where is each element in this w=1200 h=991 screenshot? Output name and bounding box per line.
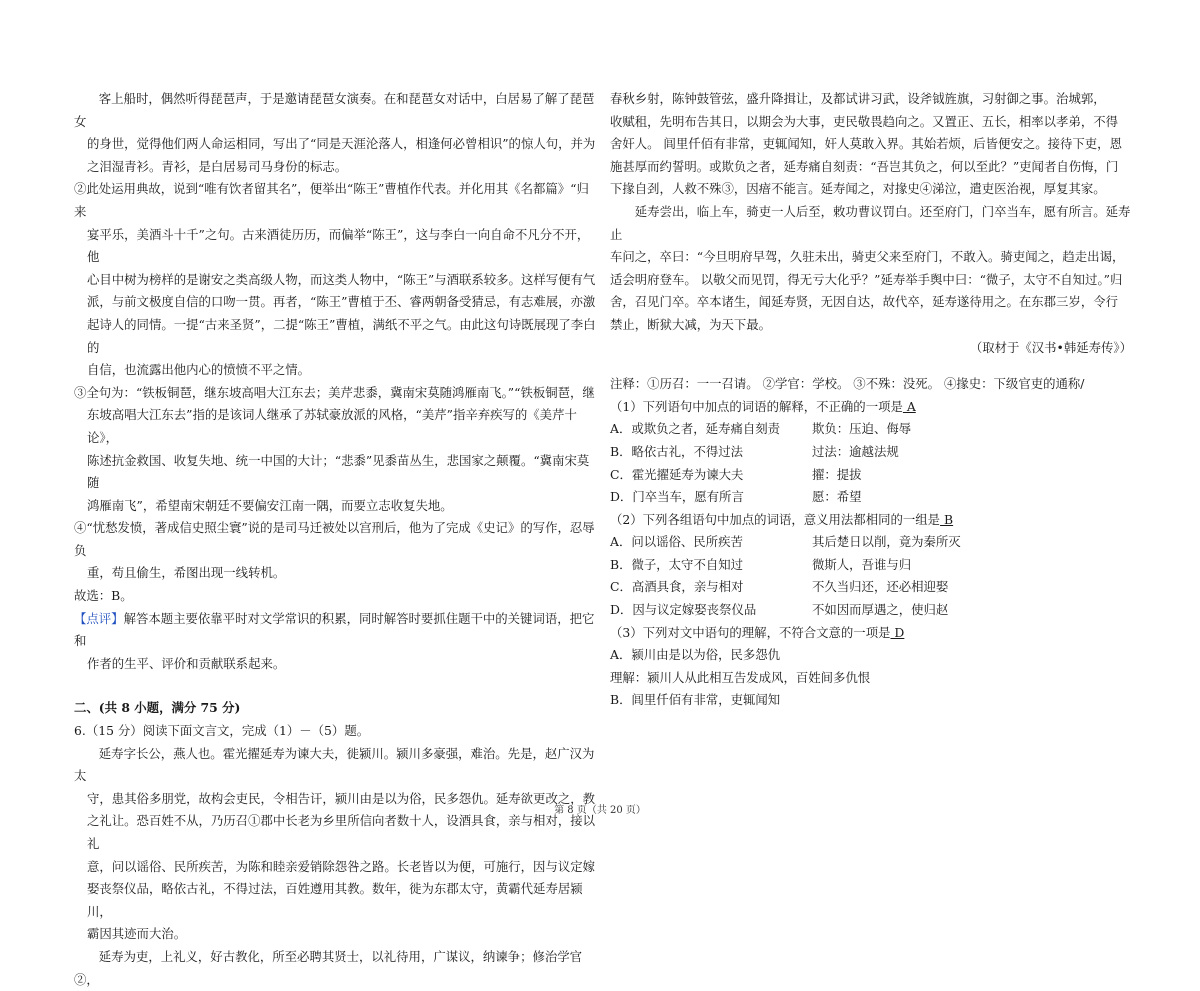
text-line: 车问之，卒曰：“今旦明府早驾，久驻未出，骑吏父来至府门，不敢入。骑吏闻之，趋走出谒， xyxy=(610,249,1125,265)
source-citation: （取材于《汉书•韩延寿传》） xyxy=(969,339,1132,355)
text-line: 重，苟且偷生，希图出现一线转机。 xyxy=(87,565,286,581)
text-line: 适会明府登车。 以敬父而见罚，得无亏大化乎？”延寿举手舆中曰：“微子，太守不自知过。”归 xyxy=(610,271,1123,287)
option-row xyxy=(610,531,1132,554)
text-line: 舍奸人。 闾里仟佰有非常，吏辄闻知，奸人莫敢入界。其始若烦，后皆便安之。接待下吏，恩 xyxy=(610,136,1122,152)
right-column xyxy=(610,88,1132,712)
option-sentence: B．闾里仟佰有非常，吏辄闻知 xyxy=(610,692,781,708)
text-line: 陈述抗金救国、收复失地、统一中国的大计；“悲黍”见黍苗丛生，悲国家之颠覆。“冀南宋莫随 xyxy=(87,452,590,491)
answer-line: 故选：B。 xyxy=(74,588,133,604)
answer-blank: B xyxy=(940,511,954,527)
text-line: 东坡高唱大江东去”指的是该词人继承了苏轼豪放派的风格，“美芹”指辛弃疾写的《美芹十论》， xyxy=(87,407,577,445)
section-title: 二、(共 8 小题，满分 75 分) xyxy=(74,700,241,716)
option-sentence: D．因与议定嫁娶丧祭仪品 xyxy=(610,602,757,618)
option-explanation: 欺负：压迫、侮辱 xyxy=(812,421,912,437)
left-column xyxy=(74,88,598,991)
option-sentence: B．微子，太守不自知过 xyxy=(610,556,744,572)
text-line: 守，患其俗多朋党，故构会吏民，令相告讦，颍川由是以为俗，民多怨仇。延寿欲更改之，教 xyxy=(87,790,596,806)
option-row xyxy=(610,554,1132,577)
question-text: （2）下列各组语句中加点的词语，意义用法都相同的一组是 xyxy=(610,511,941,527)
answer-blank: A xyxy=(902,398,916,414)
option-row xyxy=(610,576,1132,599)
text-line: 延寿尝出，临上车，骑吏一人后至，敕功曹议罚白。还至府门，门卒当车，愿有所言。延寿止 xyxy=(610,203,1131,242)
comment-line xyxy=(74,608,598,653)
text-line: ②此处运用典故，说到“唯有饮者留其名”，便举出“陈王”曹植作代表。并化用其《名都篇》“归来 xyxy=(74,181,589,219)
question-text: （3）下列对文中语句的理解，不符合文意的一项是 xyxy=(610,624,891,640)
page-footer: 第 8 页（共 20 页） xyxy=(554,805,646,816)
text-line: 起诗人的同情。一提“古来圣贤”，二提“陈王”曹植，满纸不平之气。由此这句诗既展现了李白的 xyxy=(87,316,596,355)
option-explanation: 理解：颍川人从此相互告发成风，百姓间多仇恨 xyxy=(610,669,871,685)
comment-tag: 【点评】 xyxy=(74,610,124,626)
comment-text: 解答本题主要依靠平时对文学常识的积累，同时解答时要抓住题干中的关键词语，把它和 xyxy=(74,610,595,649)
question-heading: 6.（15 分）阅读下面文言文，完成（1）－（5）题。 xyxy=(74,723,370,739)
option-row xyxy=(610,441,1132,464)
option-explanation: 擢：提拔 xyxy=(812,466,862,482)
text-line: 施甚厚而约誓明。或欺负之者，延寿痛自刻责：“吾岂其负之，何以至此？”吏闻者自伤悔，门 xyxy=(610,158,1119,174)
text-line: 宴平乐，美酒斗十千”之句。古来酒徒历历，而偏举“陈王”，这与李白一向自命不凡分不开，他 xyxy=(87,226,590,265)
option-comparison: 不如因而厚遇之，使归赵 xyxy=(812,602,949,618)
text-line: 之礼让。恐百姓不从，乃历召①郡中长老为乡里所信向者数十人，设酒具食，亲与相对，接以礼 xyxy=(87,813,596,851)
option-sentence: A．颍川由是以为俗，民多怨仇 xyxy=(610,647,781,663)
option-sentence: D．门卒当车，愿有所言 xyxy=(610,489,744,505)
text-line: 禁止，断狱大减，为天下最。 xyxy=(610,316,772,332)
text-line: 娶丧祭仪品，略依古礼，不得过法，百姓遵用其教。数年，徙为东郡太守，黄霸代延寿居颍川， xyxy=(87,881,583,919)
option-row xyxy=(610,464,1132,487)
text-line: 心目中树为榜样的是谢安之类高级人物，而这类人物中，“陈王”与酒联系较多。这样写便有气 xyxy=(87,271,596,287)
question-3 xyxy=(610,622,1132,645)
option-comparison: 其后楚日以削，竟为秦所灭 xyxy=(812,534,961,550)
text-line: 延寿为吏，上礼义，好古教化，所至必聘其贤士，以礼待用，广谋议，纳谏争；修治学官②， xyxy=(74,948,583,987)
text-line: 意，问以谣俗、民所疾苦，为陈和睦亲爱销除怨咎之路。长老皆以为便，可施行，因与议定嫁 xyxy=(87,858,596,874)
option-explanation: 愿：希望 xyxy=(812,489,862,505)
text-line: 的身世，觉得他们两人命运相同，写出了“同是天涯沦落人，相逢何必曾相识”的惊人句，并为 xyxy=(87,136,596,152)
text-line: 客上船时，偶然听得琵琶声，于是邀请琵琶女演奏。在和琵琶女对话中，白居易了解了琵琶女 xyxy=(74,91,595,129)
text-line: 之泪湿青衫。青衫，是白居易司马身份的标志。 xyxy=(87,158,348,174)
answer-blank: D xyxy=(890,624,905,640)
notes: 注释：①历召：一一召请。 ②学官：学校。 ③不殊：没死。 ④掾史：下级官吏的通称/ xyxy=(610,376,1085,392)
text-line: 春秋乡射，陈钟鼓管弦，盛升降揖让，及都试讲习武，设斧钺旌旗，习射御之事。治城郭， xyxy=(610,91,1106,106)
text-line: 下掾自刭，人救不殊③，因瘖不能言。延寿闻之，对掾史④涕泣，遣吏医治视，厚复其家。 xyxy=(610,181,1106,197)
text-line: 舍，召见门卒。卒本诸生，闻延寿贤，无因自达，故代卒，延寿遂待用之。在东郡三岁，令行 xyxy=(610,294,1119,310)
text-line: 收赋租，先明布告其日，以期会为大事，吏民敬畏趋向之。又置正、五长，相率以孝弟，不得 xyxy=(610,113,1119,129)
option-comparison: 微斯人，吾谁与归 xyxy=(812,556,912,572)
option-sentence: C．霍光擢延寿为谏大夫 xyxy=(610,466,744,482)
text-line: 作者的生平、评价和贡献联系起来。 xyxy=(87,655,286,671)
option-sentence: B．略依古礼，不得过法 xyxy=(610,443,744,459)
option-row xyxy=(610,486,1132,509)
text-line: 延寿字长公，燕人也。霍光擢延寿为谏大夫，徙颍川。颍川多豪强，难治。先是，赵广汉为太 xyxy=(74,745,595,784)
option-comparison: 不久当归还，还必相迎娶 xyxy=(812,579,949,595)
text-line: ④“忧愁发愤，著成信史照尘寰”说的是司马迁被处以宫刑后，他为了完成《史记》的写作，忍辱负 xyxy=(74,520,595,558)
option-explanation: 过法：逾越法规 xyxy=(812,443,899,459)
text-line: 自信，也流露出他内心的愤愤不平之情。 xyxy=(87,362,311,378)
option-row xyxy=(610,418,1132,441)
text-line: 派，与前文极度自信的口吻一贯。再者，“陈王”曹植于丕、睿两朝备受猜忌，有志难展，亦激 xyxy=(87,294,596,310)
text-line: ③全句为：“铁板铜琶，继东坡高唱大江东去；美芹悲黍，冀南宋莫随鸿雁南飞。”“铁板铜琶，继 xyxy=(74,384,595,400)
option-sentence: C．高酒具食，亲与相对 xyxy=(610,579,744,595)
text-line: 鸿雁南飞”，希望南宋朝廷不要偏安江南一隅，而要立志收复失地。 xyxy=(87,497,453,513)
option-sentence: A．问以谣俗、民所疾苦 xyxy=(610,534,743,550)
option-sentence: A．或欺负之者，延寿痛自刻责 xyxy=(610,421,781,437)
option-row xyxy=(610,599,1132,622)
question-1 xyxy=(610,396,1132,419)
text-line: 霸因其迹而大治。 xyxy=(87,926,187,942)
question-2 xyxy=(610,509,1132,532)
question-text: （1）下列语句中加点的词语的解释，不正确的一项是 xyxy=(610,398,903,414)
